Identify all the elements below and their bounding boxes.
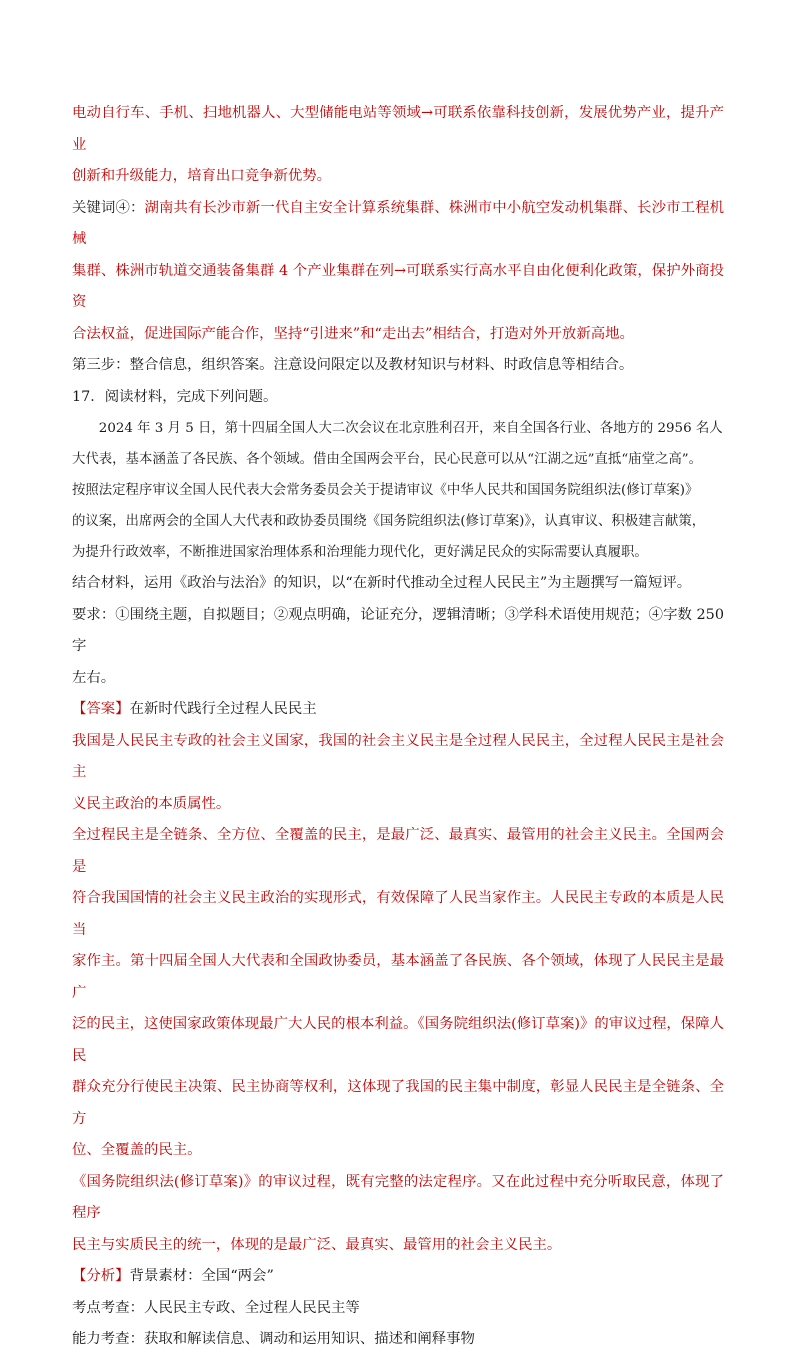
keyword4-line-1 <box>72 193 724 256</box>
requirement-line-1: 要求：①围绕主题，自拟题目；②观点明确，论证充分，逻辑清晰；③学科术语使用规范；④字数 250 字 <box>72 606 724 654</box>
answer-para3-line-2: 民主与实质民主的统一，体现的是最广泛、最真实、最管用的社会主义民主。 <box>72 1236 562 1253</box>
answer-heading <box>72 694 724 726</box>
requirement-line-2: 左右。 <box>72 669 116 686</box>
answer-para2-line-6: 位、全覆盖的民主。 <box>72 1142 202 1158</box>
analysis-points: 考点考查：人民民主专政、全过程人民民主等 <box>72 1299 360 1316</box>
step3: 第三步：整合信息，组织答案。注意设问限定以及教材知识与材料、时政信息等相结合。 <box>72 357 634 373</box>
keyword4-line-2: 集群、株洲市轨道交通装备集群 4 个产业集群在列→可联系实行高水平自由化便利化政策，保护外商投资 <box>72 262 724 310</box>
answer-label: 【答案】 <box>72 701 130 717</box>
material-line-5: 为提升行政效率，不断推进国家治理体系和治理能力现代化，更好满足民众的实际需要认真履职。 <box>72 545 648 560</box>
answer-para2-line-1: 全过程民主是全链条、全方位、全覆盖的民主，是最广泛、最真实、最管用的社会主义民主。全国两会是 <box>72 827 724 875</box>
keyword4-line-3: 合法权益，促进国际产能合作，坚持“引进来”和“走出去”相结合，打造对外开放新高地。 <box>72 325 634 342</box>
answer-para2-line-3: 家作主。第十四届全国人大代表和全国政协委员，基本涵盖了各民族、各个领域，体现了人民民主是最广 <box>72 953 724 1001</box>
analysis-ability: 能力考查：获取和解读信息、调动和运用知识、描述和阐释事物 <box>72 1331 475 1347</box>
answer-para2-line-5: 群众充分行使民主决策、民主协商等权利，这体现了我国的民主集中制度，彰显人民民主是全链条、全方 <box>72 1079 724 1127</box>
intro-line-2: 创新和升级能力，培育出口竞争新优势。 <box>72 168 332 184</box>
analysis-heading <box>72 1261 724 1293</box>
answer-para2-line-2: 符合我国国情的社会主义民主政治的实现形式，有效保障了人民当家作主。人民民主专政的本质是人民当 <box>72 890 724 938</box>
material-line-4: 的议案，出席两会的全国人大代表和政协委员围绕《国务院组织法(修订草案)》，认真审议、积极建言献策， <box>72 514 706 529</box>
document-page <box>72 98 724 1356</box>
answer-para1-line-1: 我国是人民民主专政的社会主义国家，我国的社会主义民主是全过程人民民主，全过程人民民主是社会主 <box>72 732 724 780</box>
question-title: 17．阅读材料，完成下列问题。 <box>72 388 278 405</box>
keyword4-label: 关键词④： <box>72 199 145 216</box>
answer-title: 在新时代践行全过程人民民主 <box>129 701 317 717</box>
answer-para1-line-2: 义民主政治的本质属性。 <box>72 795 231 812</box>
answer-para2-line-4: 泛的民主，这使国家政策体现最广大人民的根本利益。《国务院组织法(修订草案)》的审议过程，保障人民 <box>72 1016 724 1064</box>
material-line-2: 大代表，基本涵盖了各民族、各个领域。借由全国两会平台，民心民意可以从“江湖之远”直抵“庙堂之高”。 <box>72 452 702 467</box>
answer-para3-line-1: 《国务院组织法(修订草案)》的审议过程，既有完整的法定程序。又在此过程中充分听取民意，体现了程序 <box>72 1173 724 1221</box>
material-line-1: 2024 年 3 月 5 日，第十四届全国人大二次会议在北京胜利召开，来自全国各行业、各地方的 2956 名人 <box>98 421 723 436</box>
intro-line-1: 电动自行车、手机、扫地机器人、大型储能电站等领域→可联系依靠科技创新，发展优势产业，提升产业 <box>72 105 724 153</box>
question-task: 结合材料，运用《政治与法治》的知识，以“在新时代推动全过程人民民主”为主题撰写一篇短评。 <box>72 575 692 591</box>
keyword4-text-1: 湖南共有长沙市新一代自主安全计算系统集群、株洲市中小航空发动机集群、长沙市工程机械 <box>72 199 724 247</box>
material-line-3: 按照法定程序审议全国人民代表大会常务委员会关于提请审议《中华人民共和国国务院组织法(修订草案)》 <box>72 483 699 498</box>
analysis-label: 【分析】 <box>72 1268 130 1284</box>
analysis-background: 背景素材：全国“两会” <box>129 1268 274 1284</box>
